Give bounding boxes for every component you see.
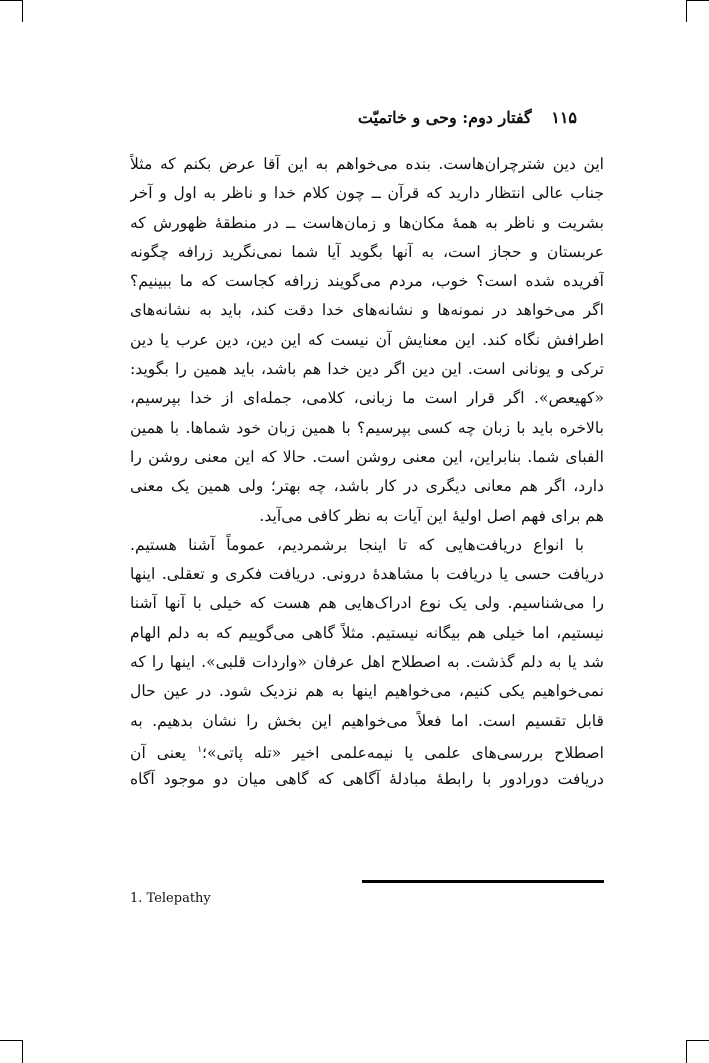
body-line: جناب عالی انتظار دارید که قرآن ــ چون کلام خدا و ناظر به اول و آخر [130,184,604,203]
body-line-with-footnote [130,736,604,765]
paragraph-end-line: هم برای فهم اصل اولیهٔ این آیات به نظر کافی می‌آید. [259,506,604,525]
crop-mark-bottom-right-v [686,1040,687,1063]
crop-mark-bottom-left-h [0,1040,22,1041]
body-line: «کهیعص». اگر قرار است ما زبانی، کلامی، جمله‌ای از خدا بپرسیم، [130,389,604,408]
line-text-tail: یعنی آن [130,744,198,763]
body-line: نمی‌خواهیم یکی کنیم، می‌خواهیم اینها به هم نزدیک شود. در عین حال [130,682,604,701]
body-line: شد یا به دلم گذشت. به اصطلاح اهل عرفان «واردات قلبی». اینها را که [130,653,604,672]
body-line: الفبای شما. بنابراین، این معنی روشن است. حالا که این معنی روشن را [130,447,604,466]
body-line: این دین شترچران‌هاست. بنده می‌خواهم به این آقا عرض بکنم که مثلاً [130,155,604,173]
body-line: بشریت و ناظر به همهٔ مکان‌ها و زمان‌هاست ــ در منطقهٔ ظهورش که [130,213,604,232]
body-text [130,150,604,795]
body-line: آفریده شده است؟ خوب، مردم می‌گویند زرافه کجاست که ما ببینیم؟ [130,272,604,291]
body-line: عربستان و حجاز است، به آنها بگوید آیا شما نمی‌نگرید زرافه چگونه [130,242,604,261]
page-number: ۱۱۵ [551,108,577,127]
footnote-separator [362,880,604,883]
crop-mark-bottom-right-h [687,1040,709,1041]
crop-mark-bottom-left-v [22,1040,23,1063]
crop-mark-top-right-v [686,0,687,22]
running-header [358,108,577,127]
footnote: 1. Telepathy [130,891,211,906]
body-line: قابل تقسیم است. اما فعلاً می‌خواهیم این بخش را نشان بدهیم. به [130,711,604,730]
paragraph-start-line: با انواع دریافت‌هایی که تا اینجا برشمردیم، عموماً آشنا هستیم. [130,535,584,554]
body-line: دریافت دورادور با رابطهٔ مبادلهٔ آگاهی که گاهی میان دو موجود آگاه [130,770,604,789]
line-text: اصطلاح بررسی‌های علمی یا نیمه‌علمی اخیر «تله پاتی»؛ [202,744,604,763]
crop-mark-top-left-v [22,0,23,22]
running-title: گفتار دوم: وحی و خاتمیّت [357,108,532,127]
body-line: ترکی و یونانی است. این دین اگر دین خدا هم باشد، باید همین را بگوید: [130,360,604,379]
footnote-reference[interactable]: ۱ [197,744,203,755]
crop-mark-top-left-h [0,0,22,1]
body-line: دریافت حسی یا دریافت با مشاهدهٔ درونی. دریافت فکری و تعقلی. اینها [130,565,604,584]
body-line: را می‌شناسیم. ولی یک نوع ادراک‌هایی هم هست که خیلی با آنها آشنا [130,594,604,613]
crop-mark-top-right-h [687,0,709,1]
body-line: بالاخره باید با زبان چه کسی بپرسیم؟ با همین زبان خود شماها. با همین [130,418,604,437]
body-line: دارد، اگر هم معانی دیگری در کار باشد، چه بهتر؛ ولی همین یک معنی [130,477,604,496]
body-line: اگر می‌خواهد در نمونه‌ها و نشانه‌های خدا دقت کند، باید به نشانه‌های [130,301,604,320]
body-line: نیستیم، اما خیلی هم بیگانه نیستیم. مثلاً گاهی می‌گوییم که به دلم الهام [130,623,604,642]
body-line: اطرافش نگاه کند. این معنایش آن نیست که این دین، دین عرب یا دین [130,330,604,349]
